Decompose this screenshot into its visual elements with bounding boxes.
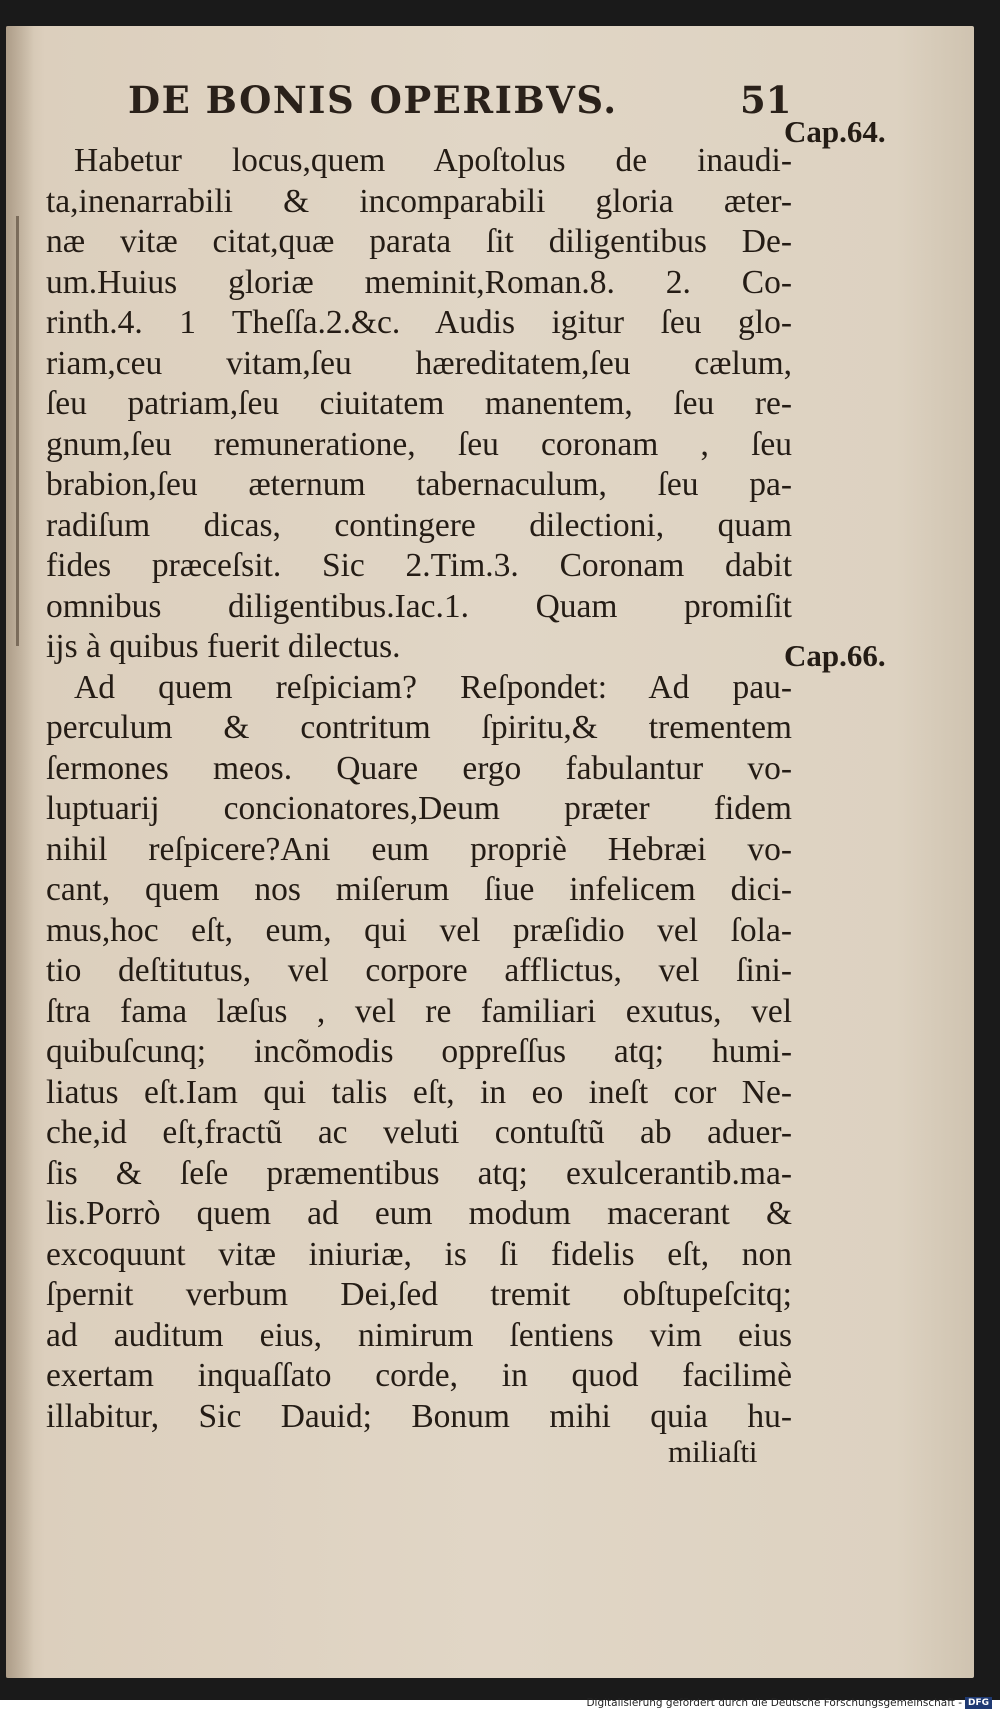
page-number: 51	[740, 78, 792, 122]
text-line: perculum & contritum ſpiritu,& trementem	[46, 709, 792, 746]
text-line: radiſum dicas, contingere dilectioni, quam	[46, 506, 792, 544]
text-line: mus,hoc eſt, eum, qui vel præſidio vel ſola-	[46, 911, 792, 949]
text-line: ſermones meos. Quare ergo fabulantur vo-	[46, 749, 792, 787]
text-line: um.Huius gloriæ meminit,Roman.8. 2. Co-	[46, 263, 792, 301]
margin-note-chapter-64: Cap.64.	[784, 114, 886, 149]
text-line: luptuarij concionatores,Deum præter fidem	[46, 790, 792, 827]
text-line: quibuſcunq; incõmodis oppreſſus atq; humi-	[46, 1033, 792, 1070]
text-line: liatus eſt.Iam qui talis eſt, in eo ineſt cor Ne-	[46, 1073, 792, 1111]
body-text	[46, 141, 792, 1437]
dfg-logo: DFG	[965, 1697, 992, 1709]
text-line: exertam inquaſſato corde, in quod facilimè	[46, 1357, 792, 1394]
gutter-stain	[16, 216, 19, 646]
text-line: tio deſtitutus, vel corpore afflictus, vel ſini-	[46, 952, 792, 989]
text-line: riam,ceu vitam,ſeu hæreditatem,ſeu cælum,	[46, 344, 792, 382]
text-line: Ad quem reſpiciam? Reſpondet: Ad pau-	[74, 668, 792, 706]
text-line: ſtra fama læſus , vel re familiari exutus, vel	[46, 992, 792, 1030]
text-line: lis.Porrò quem ad eum modum macerant &	[46, 1195, 792, 1232]
text-line: ſpernit verbum Dei,ſed tremit obſtupeſcitq;	[46, 1276, 792, 1313]
running-head	[128, 78, 828, 138]
text-line: gnum,ſeu remuneratione, ſeu coronam , ſeu	[46, 425, 792, 463]
text-line: brabion,ſeu æternum tabernaculum, ſeu pa-	[46, 466, 792, 503]
text-line: omnibus diligentibus.Iac.1. Quam promiſit	[46, 587, 792, 625]
text-line: ta,inenarrabili & incomparabili gloria æter-	[46, 182, 792, 220]
text-line: fides præceſsit. Sic 2.Tim.3. Coronam dabit	[46, 547, 792, 584]
text-line: rinth.4. 1 Theſſa.2.&c. Audis igitur ſeu glo-	[46, 304, 792, 341]
digitization-credit	[586, 1697, 992, 1709]
gutter-shadow	[6, 26, 34, 1678]
text-line: Habetur locus,quem Apoſtolus de inaudi-	[74, 142, 792, 179]
text-line: illabitur, Sic Dauid; Bonum mihi quia hu-	[46, 1397, 792, 1435]
catchword: miliaſti	[668, 1434, 758, 1469]
book-page	[6, 26, 974, 1678]
text-line: ſeu patriam,ſeu ciuitatem manentem, ſeu re-	[46, 385, 792, 422]
text-line: che,id eſt,fractũ ac veluti contuſtũ ab aduer-	[46, 1114, 792, 1151]
text-line: cant, quem nos miſerum ſiue infelicem dici-	[46, 871, 792, 908]
text-line: excoquunt vitæ iniuriæ, is ſi fidelis eſt, non	[46, 1235, 792, 1273]
running-head-title: DE BONIS OPERIBVS.	[128, 78, 618, 122]
credit-text: Digitalisierung gefördert durch die Deutsche Forschungsgemeinschaft -	[586, 1697, 962, 1709]
text-line: nihil reſpicere?Ani eum propriè Hebræi vo-	[46, 830, 792, 868]
text-line: ijs à quibus fuerit dilectus.	[46, 628, 401, 665]
text-line: ſis & ſeſe præmentibus atq; exulcerantib.ma-	[46, 1154, 792, 1192]
text-line: næ vitæ citat,quæ parata ſit diligentibus De-	[46, 223, 792, 260]
margin-note-chapter-66: Cap.66.	[784, 638, 886, 673]
text-line: ad auditum eius, nimirum ſentiens vim eius	[46, 1316, 792, 1354]
